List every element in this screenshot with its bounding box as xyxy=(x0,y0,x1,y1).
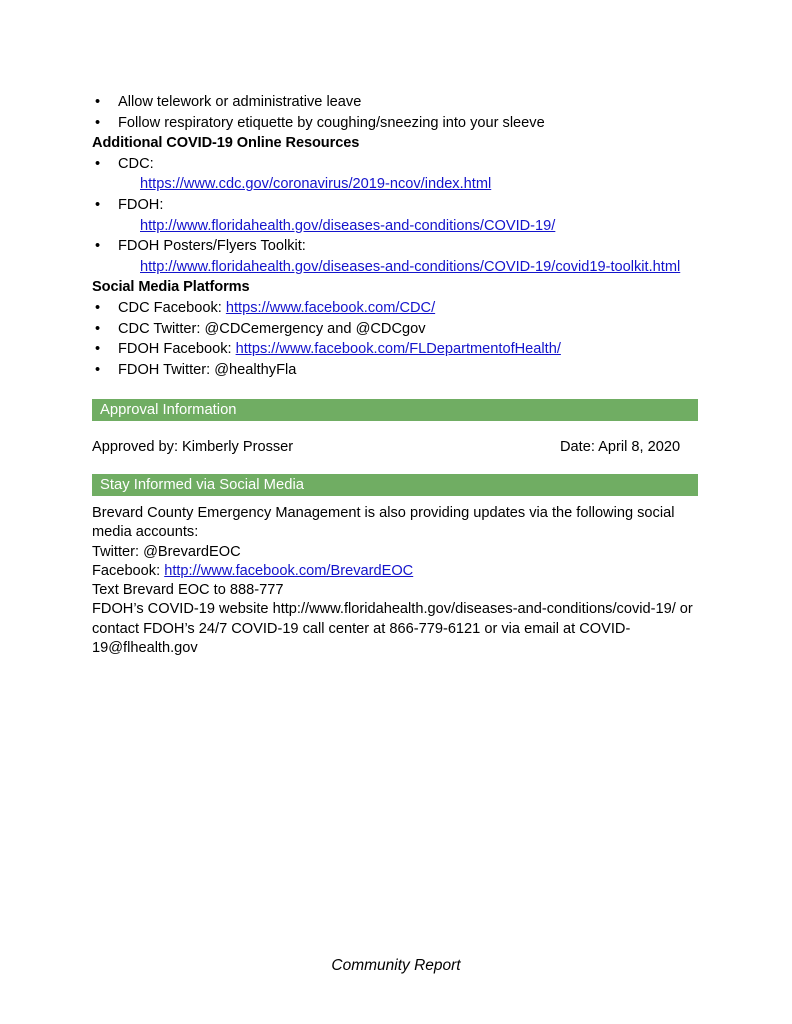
resources-list xyxy=(92,154,698,278)
section-heading-social-platforms: Social Media Platforms xyxy=(92,279,250,296)
list-item xyxy=(92,319,698,340)
list-item xyxy=(92,195,698,236)
text-brevard-eoc-line: Text Brevard EOC to 888-777 xyxy=(92,582,284,599)
section-heading-resources: Additional COVID-19 Online Resources xyxy=(92,135,360,152)
bullet-icon: • xyxy=(95,299,101,316)
bullet-icon: • xyxy=(95,320,101,337)
brevard-facebook-link[interactable]: http://www.facebook.com/BrevardEOC xyxy=(164,562,414,579)
list-item-label: CDC: xyxy=(118,155,154,172)
fdoh-facebook-link[interactable]: https://www.facebook.com/FLDepartmentofHealth/ xyxy=(235,341,561,358)
approval-date-text: Date: April 8, 2020 xyxy=(560,439,681,456)
guidance-bullet-list xyxy=(92,92,698,133)
approved-by-text: Approved by: Kimberly Prosser xyxy=(92,439,294,456)
list-item-label: Allow telework or administrative leave xyxy=(118,94,362,110)
list-item-label: FDOH Facebook: xyxy=(118,341,236,358)
list-item xyxy=(92,236,698,277)
fdoh-toolkit-link[interactable]: http://www.floridahealth.gov/diseases-and-conditions/COVID-19/covid19-toolkit.html xyxy=(140,258,681,275)
approval-information-banner: Approval Information xyxy=(92,399,698,421)
fdoh-contact-line-2: contact FDOH’s 24/7 COVID-19 call center at 866-779-6121 or via email at COVID- xyxy=(92,620,631,637)
cdc-resource-link[interactable]: https://www.cdc.gov/coronavirus/2019-ncov/index.html xyxy=(140,176,492,193)
stay-informed-banner: Stay Informed via Social Media xyxy=(92,474,698,496)
list-item xyxy=(92,92,698,113)
bullet-icon: • xyxy=(95,361,101,378)
cdc-facebook-link[interactable]: https://www.facebook.com/CDC/ xyxy=(225,299,436,316)
list-item xyxy=(92,113,698,134)
bullet-icon: • xyxy=(95,155,101,172)
page-footer: Community Report xyxy=(331,957,461,974)
approval-row xyxy=(92,437,698,458)
list-item-label: CDC Twitter: @CDCemergency and @CDCgov xyxy=(118,320,426,337)
social-platforms-list xyxy=(92,298,698,380)
brevard-facebook-label: Facebook: xyxy=(92,562,165,579)
bullet-icon: • xyxy=(95,341,101,358)
list-item-label: Follow respiratory etiquette by coughing/sneezing into your sleeve xyxy=(118,114,545,131)
stay-informed-paragraph xyxy=(92,504,698,658)
bullet-icon: • xyxy=(95,238,101,255)
bullet-icon: • xyxy=(95,94,101,110)
bullet-icon: • xyxy=(95,196,101,213)
list-item xyxy=(92,298,698,319)
list-item xyxy=(92,360,698,381)
fdoh-contact-line-3: 19@flhealth.gov xyxy=(92,639,198,656)
list-item-label: FDOH: xyxy=(118,196,164,213)
bullet-icon: • xyxy=(95,114,101,131)
fdoh-contact-line-1: FDOH’s COVID-19 website http://www.floridahealth.gov/diseases-and-conditions/covid-19/ or xyxy=(92,601,693,618)
stay-informed-line-2: media accounts: xyxy=(92,524,199,541)
stay-informed-line-1: Brevard County Emergency Management is also providing updates via the following social xyxy=(92,504,675,521)
fdoh-resource-link[interactable]: http://www.floridahealth.gov/diseases-and-conditions/COVID-19/ xyxy=(140,217,556,234)
brevard-twitter-line: Twitter: @BrevardEOC xyxy=(92,543,241,560)
list-item-label: CDC Facebook: xyxy=(118,299,226,316)
list-item xyxy=(92,154,698,195)
list-item xyxy=(92,339,698,360)
list-item-label: FDOH Twitter: @healthyFla xyxy=(118,361,297,378)
document-body xyxy=(92,92,698,658)
list-item-label: FDOH Posters/Flyers Toolkit: xyxy=(118,238,306,255)
